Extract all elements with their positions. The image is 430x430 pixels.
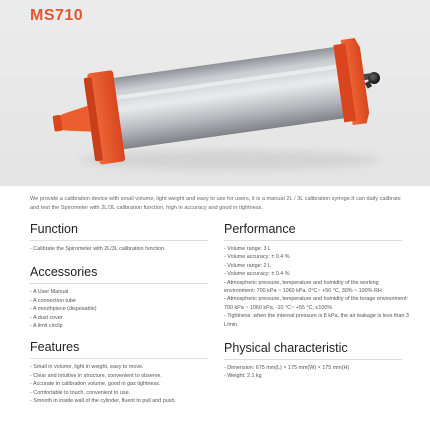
list-item: - Smooth in inside wall of the cylinder, fluent to pull and push. xyxy=(30,397,210,405)
list-item: - A connection tube xyxy=(30,297,210,305)
list-item: - Weight: 2.1 kg xyxy=(224,372,410,380)
list-item: - Atmospheric pressure, temperature and humidity of the torage environment: 700 kPa ~ 1060 kPa, -10 °C~ +55 °C, ≤100% xyxy=(224,295,410,312)
function-section xyxy=(30,222,210,253)
list-item: - Volume range: 2 L xyxy=(224,262,410,270)
function-list xyxy=(30,245,210,253)
performance-list xyxy=(224,245,410,329)
accessories-list xyxy=(30,288,210,330)
list-item: - Volume accuracy: ± 0.4 % xyxy=(224,253,410,261)
list-item: - Atmospheric pressure, temperature and humidity of the working environment: 700 kPa ~ 1060 kPa, 0°C~ +50 °C, 30% ~ 100% RH xyxy=(224,279,410,296)
list-item: - Volume accuracy: ± 0.4 % xyxy=(224,270,410,278)
calibration-syringe-image xyxy=(0,0,430,186)
product-hero xyxy=(0,0,430,186)
function-title: Function xyxy=(30,222,78,236)
list-item: - A dust cover xyxy=(30,314,210,322)
section-divider xyxy=(30,283,208,284)
list-item: - A mouthpiece (disposable) xyxy=(30,305,210,313)
list-item: - Comfortable to touch, convenient to use. xyxy=(30,389,210,397)
section-divider xyxy=(30,358,208,359)
list-item: - A limit circlip xyxy=(30,322,210,330)
list-item: - Small in volume, light in weight, easy to move. xyxy=(30,363,210,371)
accessories-title: Accessories xyxy=(30,265,98,280)
list-item: - Accurate in calibration volume, good in gas tightness. xyxy=(30,380,210,388)
section-divider xyxy=(224,240,402,241)
features-list xyxy=(30,363,210,405)
list-item: - Clear and intuitive in structure, convenient to observe. xyxy=(30,372,210,380)
list-item: - Dimension: 675 mm(L) × 175 mm(W) × 175 mm(H) xyxy=(224,364,410,372)
list-item: - Volume range: 3 L xyxy=(224,245,410,253)
physical-title: Physical characteristic xyxy=(224,341,348,356)
list-item: - A User Manual xyxy=(30,288,210,296)
performance-title: Performance xyxy=(224,222,296,236)
list-item: - Tightness: when the internal pressure is 8 kPa, the air leakage is less than 3 L/min. xyxy=(224,312,410,329)
section-divider xyxy=(224,359,402,360)
list-item: - Calibrate the Spirometer with 2L/3L calibration function. xyxy=(30,245,210,253)
model-number: MS710 xyxy=(30,7,84,24)
left-column xyxy=(30,222,210,405)
physical-section xyxy=(224,341,410,381)
features-section xyxy=(30,340,210,405)
performance-section xyxy=(224,222,410,329)
features-title: Features xyxy=(30,340,80,355)
right-column xyxy=(224,222,410,381)
accessories-section xyxy=(30,265,210,330)
product-intro: We provide a calibration device with small volume, light weight and easy to use for users, it is a manual 2L / 3L calibration syringe.It can daily calibrate and test the Spirometer with 2L/3L calibration function, high in accuracy and good in tightness. xyxy=(30,196,401,211)
physical-list xyxy=(224,364,410,381)
section-divider xyxy=(30,240,208,241)
